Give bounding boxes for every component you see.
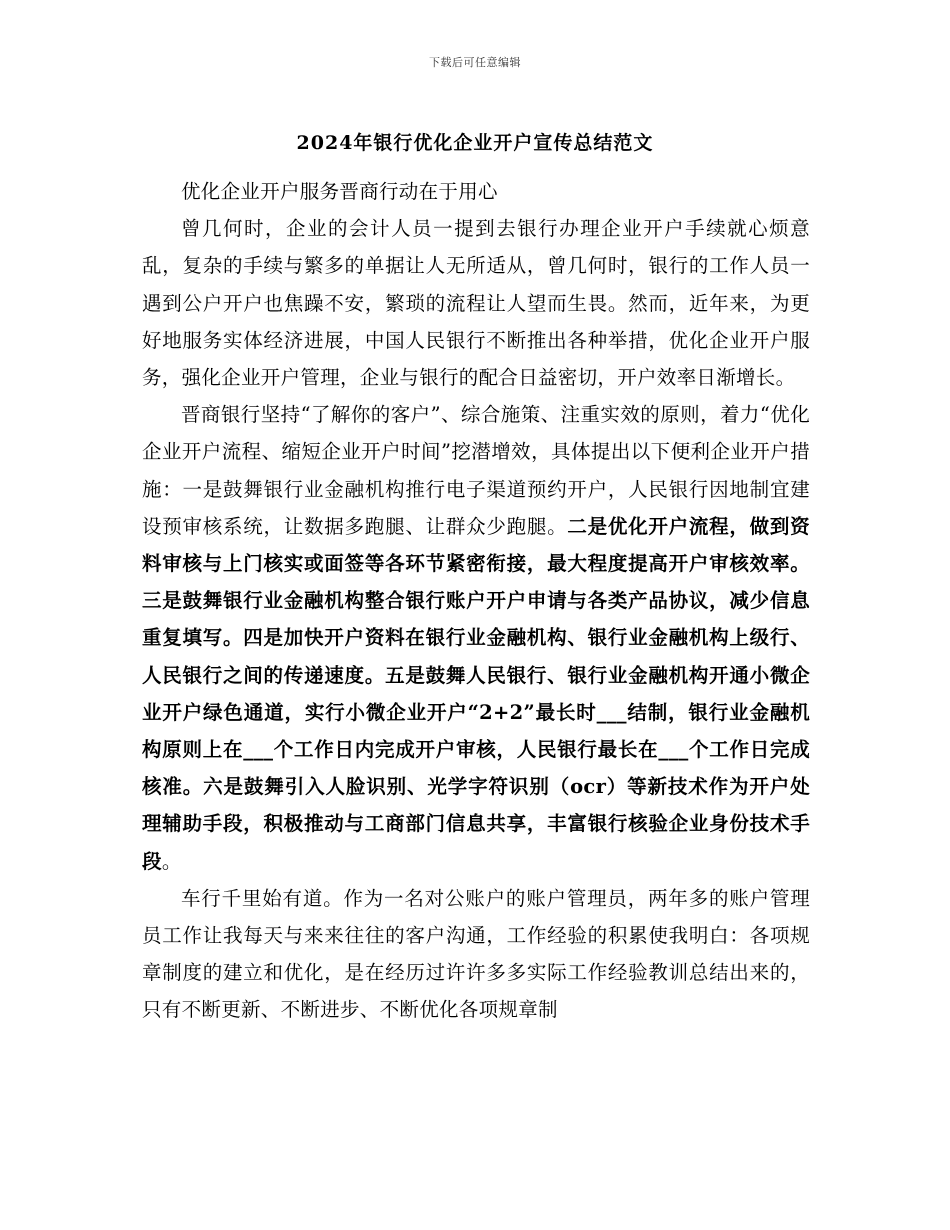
paragraph-2-bold: 二是优化开户流程，做到资料审核与上门核实或面签等各环节紧密衔接，最大程度提高开户审核效率。三是鼓舞银行业金融机构整合银行账户开户申请与各类产品协议，减少信息重复填写。四是加快开户资料在银行业金融机构、银行业金融机构上级行、人民银行之间的传递速度。五是鼓舞人民银行、银行业金融机构开通小微企业开户绿色通道，实行小微企业开户“2+2”最长时___结制，银行业金融机构原则上在___个工作日内完成开户审核，人民银行最长在___个工作日完成核准。六是鼓舞引入人脸识别、光学字符识别（ocr）等新技术作为开户处理辅助手段，积极推动与工商部门信息共享，丰富银行核验企业身份技术手段 [142,514,810,873]
paragraph-3: 车行千里始有道。作为一名对公账户的账户管理员，两年多的账户管理员工作让我每天与来来往往的客户沟通，工作经验的积累使我明白：各项规章制度的建立和优化，是在经历过许许多多实际工作经验教训总结出来的，只有不断更新、不断进步、不断优化各项规章制 [142,886,810,1022]
document-subtitle: 优化企业开户服务晋商行动在于用心 [181,180,498,203]
paragraph-1: 曾几何时，企业的会计人员一提到去银行办理企业开户手续就心烦意乱，复杂的手续与繁多的单据让人无所适从，曾几何时，银行的工作人员一遇到公户开户也焦躁不安，繁琐的流程让人望而生畏。然而，近年来，为更好地服务实体经济进展，中国人民银行不断推出各种举措，优化企业开户服务，强化企业开户管理，企业与银行的配合日益密切，开户效率日渐增长。 [142,217,810,390]
paragraph-2-end: 。 [161,849,182,873]
page-header: 下载后可任意编辑 [429,56,521,69]
paragraph-2-normal: 晋商银行坚持“了解你的客户”、综合施策、注重实效的原则，着力“优化企业开户流程、缩短企业开户时间”挖潜增效，具体提出以下便利企业开户措施：一是鼓舞银行业金融机构推行电子渠道预约开户，人民银行因地制宜建设预审核系统，让数据多跑腿、让群众少跑腿。 [142,403,810,538]
document-title: 2024年银行优化企业开户宣传总结范文 [296,132,654,154]
paragraph-2 [142,396,810,880]
document-body [142,173,810,1029]
